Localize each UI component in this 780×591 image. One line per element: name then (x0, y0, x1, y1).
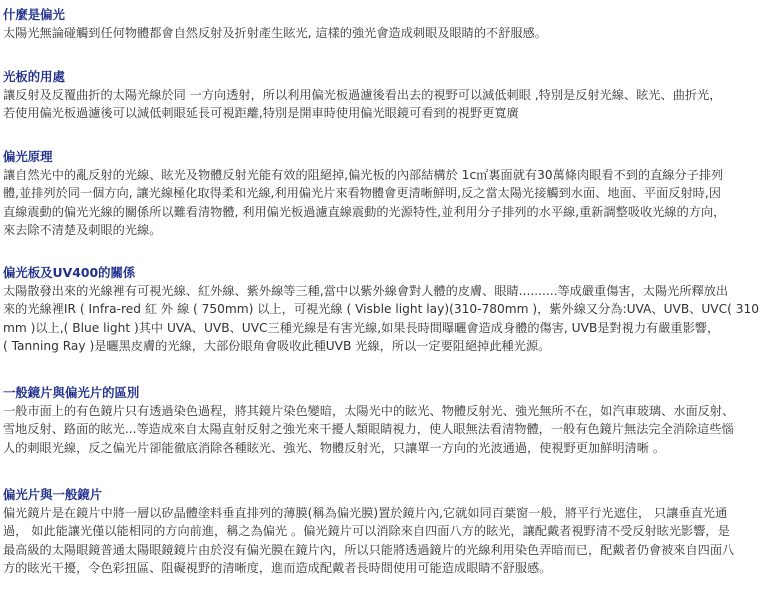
body-line: 讓反射及反覆曲折的太陽光線於同 一方向透射，所以利用偏光板過濾後看出去的視野可以減低刺眼 ,特別是反射光線、眩光、曲折光， (3, 88, 722, 102)
section-heading: 什麼是偏光 (3, 7, 65, 22)
body-line: mm )以上,( Blue light )其中 UVA、UVB、UVC三種光線是有害光線,如果長時間曝曬會造成身體的傷害, UVB是對視力有嚴重影響， (3, 320, 720, 335)
section-heading: 偏光原理 (3, 149, 53, 164)
section-heading: 偏光片與一般鏡片 (3, 487, 103, 502)
section-body (3, 282, 775, 356)
section-polarizer-use (3, 68, 775, 123)
body-line: 直線震動的偏光光線的關係所以難看清物體, 利用偏光板過濾直線震動的光源特性,並利用分子排列的水平線,重新調整吸收光線的方向， (3, 204, 726, 219)
section-normal-vs-polarized (3, 384, 775, 457)
body-line: 過， 如此能讓光僅以能相同的方向前進，稱之為偏光 。偏光鏡片可以消除來自四面八方的眩光，讓配戴者視野清不受反射眩光影響，是 (3, 524, 730, 539)
body-line: 一般市面上的有色鏡片只有透過染色過程，將其鏡片染色變暗，太陽光中的眩光、物體反射光、強光無所不在，如汽車玻璃、水面反射、 (3, 404, 735, 418)
section-what-is-polarized (3, 6, 775, 42)
body-line: 讓自然光中的亂反射的光線、眩光及物體反射光能有效的阻絕掉,偏光板的內部結構於 1c㎡裏面就有30萬條肉眼看不到的直線分子排列 (3, 168, 724, 182)
section-body (3, 166, 775, 240)
body-line: 太陽散發出來的光線裡有可視光線、紅外線、紫外線等三種,當中以紫外線會對人體的皮膚、眼睛..........等成嚴重傷害，太陽光所釋放出 (3, 284, 729, 298)
body-line: 若使用偏光板過濾後可以減低刺眼延長可視距離,特別是開車時使用偏光眼鏡可看到的視野更寬廣 (3, 106, 519, 121)
body-line: 最高級的太陽眼鏡普通太陽眼鏡鏡片由於沒有偏光膜在鏡片內，所以只能將透過鏡片的光線利用染色弄暗而已，配戴者仍會被來自四面八 (3, 542, 735, 557)
section-polarization-principle (3, 148, 775, 240)
section-body (3, 402, 775, 457)
body-line: 方的眩光干擾，令色彩扭區、阻礙視野的清晰度，進而造成配戴者長時間使用可能造成眼睛不舒服感。 (3, 561, 552, 576)
section-polarized-vs-normal (3, 486, 775, 578)
body-line: 雪地反射、路面的眩光...等造成來自太陽直射反射之強光來干擾人類眼睛視力，使人眼無法看清物體，一般有色鏡片無法完全消除這些惱 (3, 422, 734, 437)
body-line: 來去除不清楚及刺眼的光線。 (3, 223, 162, 238)
body-line: 來的光線裡IR ( Infra-red 紅 外 線 ( 750mm) 以上，可視光線 ( Visble light lay)(310-780mm )，紫外線又分為:UVA、UVB、UVC( 310 (3, 302, 760, 317)
section-heading: 一般鏡片與偏光片的區別 (3, 385, 140, 400)
section-body (3, 24, 775, 42)
section-heading: 光板的用處 (3, 69, 65, 84)
body-line: ( Tanning Ray )是曬黑皮膚的光線，大部份眼角會吸收此種UVB 光線，所以一定要阻絕掉此種光源。 (3, 339, 551, 354)
section-uv400-relation (3, 264, 775, 356)
body-line: 偏光鏡片是在鏡片中將一層以矽晶體塗料垂直排列的薄膜(稱為偏光膜)置於鏡片內,它就如同百葉窗一般，將平行光遮住， 只讓垂直光通 (3, 506, 728, 520)
body-line: 太陽光無論碰觸到任何物體都會自然反射及折射產生眩光, 這樣的強光會造成刺眼及眼睛的不舒服感。 (3, 26, 547, 40)
section-heading: 偏光板及UV400的關係 (3, 265, 136, 280)
body-line: 體,並排列於同一個方向, 讓光線極化取得柔和光線,利用偏光片來看物體會更清晰鮮明,反之當太陽光接觸到水面、地面、平面反射時,因 (3, 186, 721, 201)
section-body (3, 504, 775, 578)
body-line: 人的刺眼光線，反之偏光片卻能徹底消除各種眩光、強光、物體反射光，只讓單一方向的光波通過，使視野更加鮮明清晰 。 (3, 440, 665, 455)
section-body (3, 86, 775, 123)
